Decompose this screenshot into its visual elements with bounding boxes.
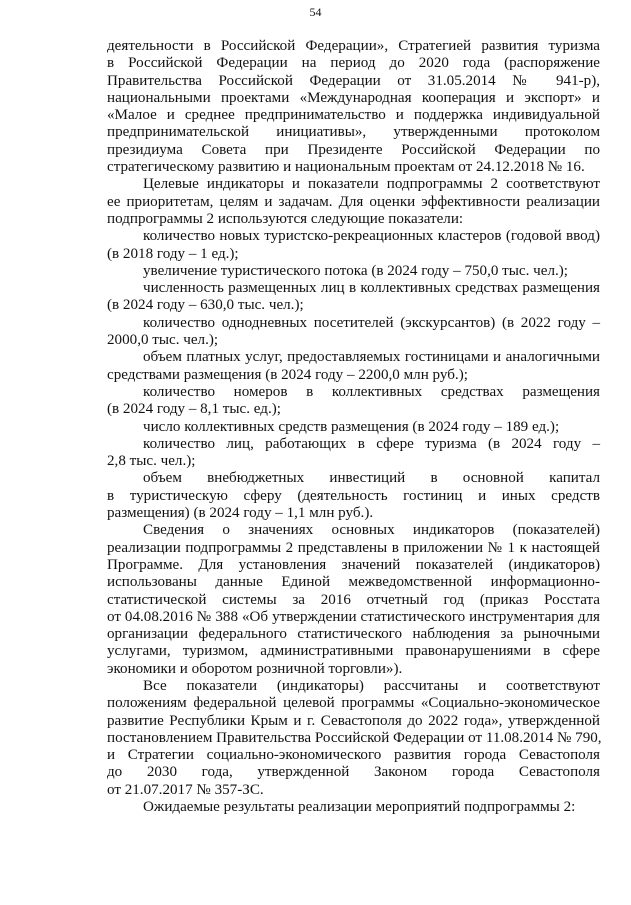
text-line: увеличение туристического потока (в 2024 году – 750,0 тыс. чел.); xyxy=(143,262,568,279)
text-line: средствами размещения (в 2024 году – 2200,0 млн руб.); xyxy=(107,366,468,383)
text-line: (в 2024 году – 630,0 тыс. чел.); xyxy=(107,297,304,314)
text-line: Все показатели (индикаторы) рассчитаны и соответствуют xyxy=(143,677,600,694)
paragraph xyxy=(107,799,600,816)
text-line: объем внебюджетных инвестиций в основной капитал xyxy=(143,470,600,487)
paragraph xyxy=(107,349,600,384)
text-line: Ожидаемые результаты реализации мероприятий подпрограммы 2: xyxy=(143,799,576,816)
text-line: постановлением Правительства Российской Федерации от 11.08.2014 № 790, xyxy=(107,729,602,746)
paragraph xyxy=(107,315,600,350)
text-line: подпрограммы 2 используются следующие показатели: xyxy=(107,210,464,227)
text-line: численность размещенных лиц в коллективных средствах размещения xyxy=(143,280,600,297)
text-line: президиума Совета при Президенте Российской Федерации по xyxy=(107,141,600,158)
paragraph xyxy=(107,436,600,471)
paragraph xyxy=(107,522,600,678)
text-line: в Российской Федерации на период до 2020 года (распоряжение xyxy=(107,55,600,72)
text-line: от 04.08.2016 № 388 «Об утверждении статистического инструментария для xyxy=(107,608,600,625)
text-line: экономики и оборотом розничной торговли»). xyxy=(107,660,403,677)
text-line: развитие Республики Крым и г. Севастополя до 2022 года», утвержденной xyxy=(107,712,600,729)
paragraph xyxy=(107,419,600,436)
text-line: в туристическую сферу (деятельность гостиниц и иных средств xyxy=(107,487,600,504)
text-line: «Малое и среднее предпринимательство и поддержка индивидуальной xyxy=(107,107,600,124)
text-line: статистической системы за 2016 отчетный год (приказ Росстата xyxy=(107,591,600,608)
text-line: (в 2024 году – 8,1 тыс. ед.); xyxy=(107,401,281,418)
paragraph xyxy=(107,470,600,522)
text-line: 2,8 тыс. чел.); xyxy=(107,453,196,470)
text-line: деятельности в Российской Федерации», Стратегией развития туризма xyxy=(107,38,600,54)
text-line: Правительства Российской Федерации от 31.05.2014 № 941-р), xyxy=(107,72,600,89)
paragraph xyxy=(107,384,600,419)
text-line: организации федерального статистического наблюдения за рыночными xyxy=(107,626,600,643)
text-line: количество новых туристско-рекреационных кластеров (годовой ввод) xyxy=(143,228,600,245)
text-line: от 21.07.2017 № 357-ЗС. xyxy=(107,781,264,798)
paragraph xyxy=(107,263,600,280)
text-line: национальными проектами «Международная кооперация и экспорт» и xyxy=(107,89,600,106)
text-line: до 2030 года, утвержденной Законом города Севастополя xyxy=(107,764,600,781)
paragraph xyxy=(107,678,600,799)
text-line: число коллективных средств размещения (в 2024 году – 189 ед.); xyxy=(143,418,560,435)
text-line: количество лиц, работающих в сфере туризма (в 2024 году – xyxy=(143,435,600,452)
text-line: 2000,0 тыс. чел.); xyxy=(107,332,219,349)
paragraph xyxy=(107,38,600,176)
text-line: объем платных услуг, предоставляемых гостиницами и аналогичными xyxy=(143,349,600,366)
text-line: количество номеров в коллективных средствах размещения xyxy=(143,383,600,400)
text-line: и Стратегии социально-экономического развития города Севастополя xyxy=(107,747,600,764)
text-line: размещения) (в 2024 году – 1,1 млн руб.). xyxy=(107,505,374,522)
text-line: использованы данные Единой межведомственной информационно- xyxy=(107,574,600,591)
page-number: 54 xyxy=(309,5,322,19)
text-line: Целевые индикаторы и показатели подпрограммы 2 соответствуют xyxy=(143,176,600,193)
text-line: количество однодневных посетителей (экскурсантов) (в 2022 году – xyxy=(143,314,600,331)
document-body xyxy=(107,38,600,816)
paragraph xyxy=(107,176,600,228)
text-line: стратегическому развитию и национальным проектам от 24.12.2018 № 16. xyxy=(107,159,585,176)
text-line: услугами, туризмом, административными правонарушениями в сфере xyxy=(107,643,600,660)
text-line: ее приоритетам, целям и задачам. Для оценки эффективности реализации xyxy=(107,193,600,210)
text-line: (в 2018 году – 1 ед.); xyxy=(107,245,239,262)
text-line: Программе. Для установления значений показателей (индикаторов) xyxy=(107,556,600,573)
paragraph xyxy=(107,280,600,315)
text-line: положениям федеральной целевой программы «Социально-экономическое xyxy=(107,695,600,712)
text-line: Сведения о значениях основных индикаторов (показателей) xyxy=(143,522,600,539)
paragraph xyxy=(107,228,600,263)
text-line: реализации подпрограммы 2 представлены в приложении № 1 к настоящей xyxy=(107,539,600,556)
text-line: предпринимательской инициативы», утвержденными протоколом xyxy=(107,124,600,141)
